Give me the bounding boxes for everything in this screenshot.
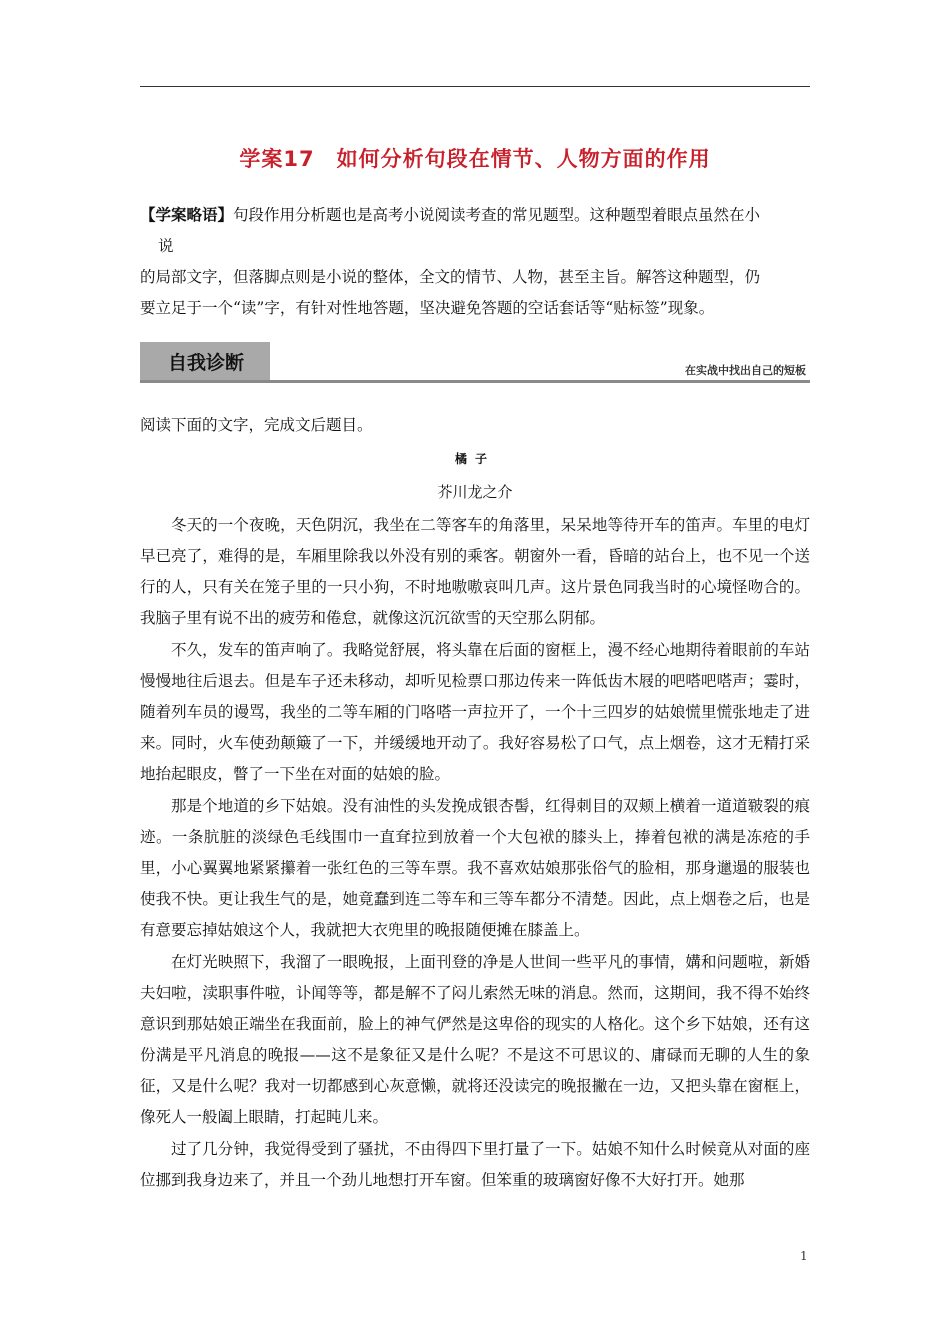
- section-hint: 在实战中找出自己的短板: [685, 364, 806, 377]
- section-rule: [140, 380, 810, 383]
- section-header: [140, 342, 810, 384]
- reading-instruction: 阅读下面的文字，完成文后题目。: [140, 416, 373, 434]
- story-paragraph: 冬天的一个夜晚，天色阴沉，我坐在二等客车的角落里，呆呆地等待开车的笛声。车里的电灯早已亮了，难得的是，车厢里除我以外没有别的乘客。朝窗外一看，昏暗的站台上，也不见一个送行的人，只有关在笼子里的一只小狗，不时地嗷嗷哀叫几声。这片景色同我当时的心境怪吻合的。我脑子里有说不出的疲劳和倦怠，就像这沉沉欲雪的天空那么阴郁。: [140, 516, 810, 627]
- story-body: [140, 510, 810, 1197]
- page-number: 1: [800, 1249, 808, 1263]
- story-title: 橘子: [454, 452, 495, 466]
- lead-line-1-wrap: 说: [158, 237, 174, 255]
- lead-line-1: [140, 200, 810, 231]
- section-label: 自我诊断: [168, 352, 245, 374]
- story-paragraph: 在灯光映照下，我溜了一眼晚报，上面刊登的净是人世间一些平凡的事情，媾和问题啦，新婚夫妇啦，渎职事件啦，讣闻等等，都是解不了闷儿索然无味的消息。然而，这期间，我不得不始终意识到那姑娘正端坐在我面前，脸上的神气俨然是这卑俗的现实的人格化。这个乡下姑娘，还有这份满是平凡消息的晚报——这不是象征又是什么呢？不是这不可思议的、庸碌而无聊的人生的象征，又是什么呢？我对一切都感到心灰意懒，就将还没读完的晚报撇在一边，又把头靠在窗框上，像死人一般阖上眼睛，打起盹儿来。: [140, 953, 810, 1126]
- story-paragraph: 过了几分钟，我觉得受到了骚扰，不由得四下里打量了一下。姑娘不知什么时候竟从对面的座位挪到我身边来了，并且一个劲儿地想打开车窗。但笨重的玻璃窗好像不大好打开。她那: [140, 1140, 810, 1189]
- story-paragraph: 那是个地道的乡下姑娘。没有油性的头发挽成银杏髻，红得刺目的双颊上横着一道道皲裂的痕迹。一条肮脏的淡绿色毛线围巾一直耷拉到放着一个大包袱的膝头上，捧着包袱的满是冻疮的手里，小心翼翼地紧紧攥着一张红色的三等车票。我不喜欢姑娘那张俗气的脸相，那身邋遢的服装也使我不快。更让我生气的是，她竟蠢到连二等车和三等车都分不清楚。因此，点上烟卷之后，也是有意要忘掉姑娘这个人，我就把大衣兜里的晚报随便摊在膝盖上。: [140, 797, 810, 939]
- header-rule: [140, 86, 810, 87]
- lead-line-3: 要立足于一个“读”字，有针对性地答题，坚决避免答题的空话套话等“贴标签”现象。: [140, 299, 715, 317]
- lead-line-2: 的局部文字，但落脚点则是小说的整体，全文的情节、人物，甚至主旨。解答这种题型，仍: [140, 268, 761, 286]
- lead-tag: 【学案略语】: [140, 206, 234, 224]
- lead-paragraph: [140, 200, 810, 324]
- lead-text-1: 句段作用分析题也是高考小说阅读考查的常见题型。这种题型着眼点虽然在小: [233, 206, 761, 224]
- story-paragraph: 不久，发车的笛声响了。我略觉舒展，将头靠在后面的窗框上，漫不经心地期待着眼前的车站慢慢地往后退去。但是车子还未移动，却听见检票口那边传来一阵低齿木屐的吧嗒吧嗒声；霎时，随着列车员的谩骂，我坐的二等车厢的门咯嗒一声拉开了，一个十三四岁的姑娘慌里慌张地走了进来。同时，火车使劲颠簸了一下，并缓缓地开动了。我好容易松了口气，点上烟卷，这才无精打采地抬起眼皮，瞥了一下坐在对面的姑娘的脸。: [140, 641, 810, 783]
- page-title: 学案17 如何分析句段在情节、人物方面的作用: [239, 147, 711, 171]
- story-author: 芥川龙之介: [437, 483, 513, 501]
